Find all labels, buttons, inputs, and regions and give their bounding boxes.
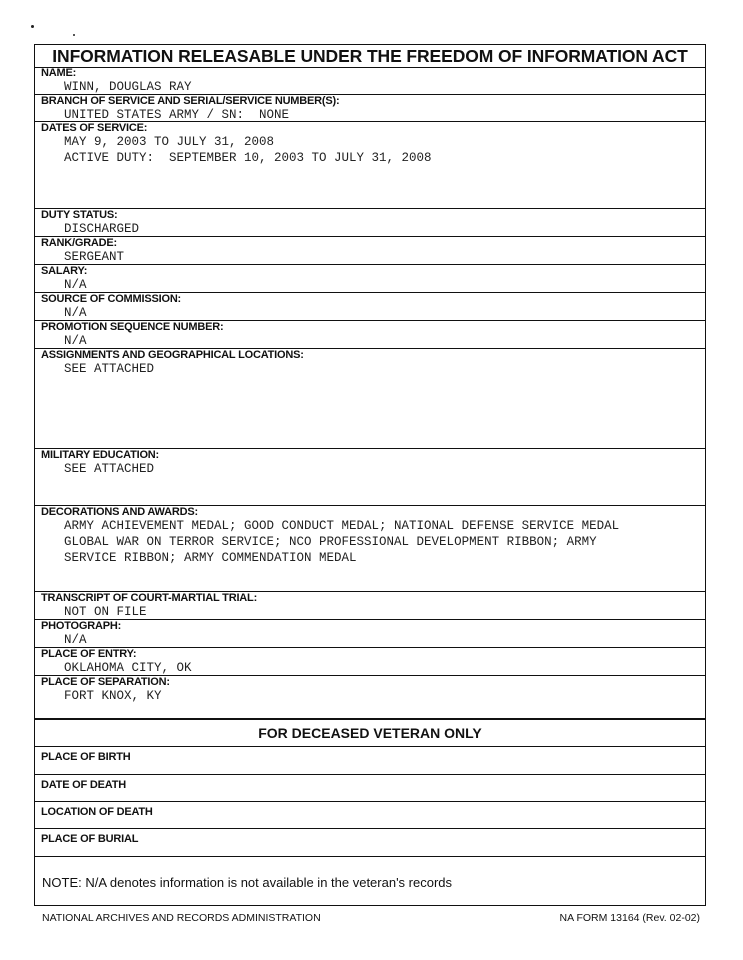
decorations-field (35, 506, 705, 592)
rank-label: RANK/GRADE: (41, 237, 118, 249)
entry-field (35, 648, 705, 676)
footer-form-number: NA FORM 13164 (Rev. 02-02) (559, 912, 700, 924)
place-of-birth-label: PLACE OF BIRTH (41, 751, 131, 763)
decorations-label: DECORATIONS AND AWARDS: (41, 506, 198, 518)
name-label: NAME: (41, 67, 77, 79)
location-of-death-label: LOCATION OF DEATH (41, 806, 153, 818)
na-note: NOTE: N/A denotes information is not available in the veteran's records (42, 875, 453, 890)
promotion-value: N/A (64, 334, 87, 348)
separation-label: PLACE OF SEPARATION: (41, 676, 170, 688)
photograph-label: PHOTOGRAPH: (41, 620, 122, 632)
name-value: WINN, DOUGLAS RAY (64, 80, 192, 94)
salary-field (35, 265, 705, 293)
education-label: MILITARY EDUCATION: (41, 449, 160, 461)
court-martial-field (35, 592, 705, 620)
decorations-value-line2: GLOBAL WAR ON TERROR SERVICE; NCO PROFESSIONAL DEVELOPMENT RIBBON; ARMY (64, 535, 597, 549)
foia-form (34, 44, 706, 906)
promotion-label: PROMOTION SEQUENCE NUMBER: (41, 321, 224, 333)
assignments-field (35, 349, 705, 449)
commission-field (35, 293, 705, 321)
assignments-label: ASSIGNMENTS AND GEOGRAPHICAL LOCATIONS: (41, 349, 304, 361)
entry-label: PLACE OF ENTRY: (41, 648, 137, 660)
scan-speck (31, 25, 34, 28)
duty-status-label: DUTY STATUS: (41, 209, 118, 221)
form-title: INFORMATION RELEASABLE UNDER THE FREEDOM OF INFORMATION ACT (35, 45, 705, 68)
scan-speck (73, 34, 75, 36)
commission-value: N/A (64, 306, 87, 320)
court-martial-label: TRANSCRIPT OF COURT-MARTIAL TRIAL: (41, 592, 258, 604)
location-of-death-field (35, 802, 705, 829)
name-field (35, 67, 705, 95)
branch-value: UNITED STATES ARMY / SN: NONE (64, 108, 290, 122)
court-martial-value: NOT ON FILE (64, 605, 147, 619)
duty-status-value: DISCHARGED (64, 222, 140, 236)
dates-label: DATES OF SERVICE: (41, 122, 148, 134)
education-field (35, 449, 705, 506)
deceased-section-header: FOR DECEASED VETERAN ONLY (35, 718, 705, 747)
separation-field (35, 676, 705, 718)
dates-field (35, 122, 705, 209)
duty-status-field (35, 209, 705, 237)
photograph-field (35, 620, 705, 648)
decorations-value-line3: SERVICE RIBBON; ARMY COMMENDATION MEDAL (64, 551, 357, 565)
dates-value-line1: MAY 9, 2003 TO JULY 31, 2008 (64, 135, 275, 149)
entry-value: OKLAHOMA CITY, OK (64, 661, 192, 675)
salary-value: N/A (64, 278, 87, 292)
place-of-burial-label: PLACE OF BURIAL (41, 833, 139, 845)
date-of-death-field (35, 775, 705, 802)
photograph-value: N/A (64, 633, 87, 647)
footer-agency: NATIONAL ARCHIVES AND RECORDS ADMINISTRATION (42, 912, 321, 924)
place-of-burial-field (35, 829, 705, 857)
separation-value: FORT KNOX, KY (64, 689, 162, 703)
branch-field (35, 95, 705, 122)
salary-label: SALARY: (41, 265, 88, 277)
rank-field (35, 237, 705, 265)
place-of-birth-field (35, 747, 705, 775)
commission-label: SOURCE OF COMMISSION: (41, 293, 182, 305)
date-of-death-label: DATE OF DEATH (41, 779, 126, 791)
assignments-value: SEE ATTACHED (64, 362, 155, 376)
dates-value-line2: ACTIVE DUTY: SEPTEMBER 10, 2003 TO JULY 31, 2008 (64, 151, 432, 165)
branch-label: BRANCH OF SERVICE AND SERIAL/SERVICE NUMBER(S): (41, 95, 340, 107)
rank-value: SERGEANT (64, 250, 125, 264)
promotion-field (35, 321, 705, 349)
education-value: SEE ATTACHED (64, 462, 155, 476)
decorations-value-line1: ARMY ACHIEVEMENT MEDAL; GOOD CONDUCT MEDAL; NATIONAL DEFENSE SERVICE MEDAL (64, 519, 620, 533)
